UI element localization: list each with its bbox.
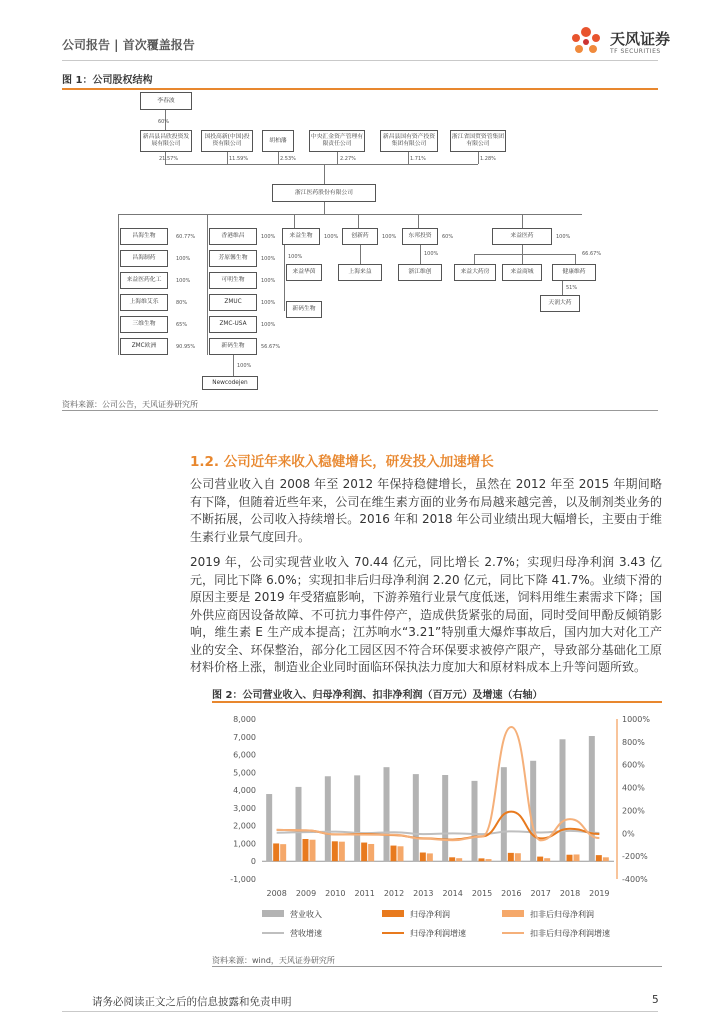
y-left-tick-label: 4,000 (233, 786, 256, 796)
org-col2-item-1: 香港维昌 (209, 228, 257, 245)
figure2-bottom-rule (212, 966, 662, 967)
bar-归母净利润 (303, 839, 309, 861)
org-col2-pct-1: 100% (261, 234, 276, 240)
x-tick-label: 2012 (383, 889, 405, 898)
bar-归母净利润 (479, 858, 485, 861)
x-tick-label: 2015 (471, 889, 493, 898)
x-tick-label: 2013 (413, 889, 434, 898)
y-right-tick-label: 1000% (622, 715, 650, 724)
bar-归母净利润 (449, 857, 455, 861)
bar-扣非后归母净利润 (515, 853, 521, 861)
org-col5-child-pct: 100% (424, 251, 439, 257)
org-top-holder-pct: 60% (158, 119, 170, 125)
bar-营业收入 (266, 794, 272, 861)
bar-扣非后归母净利润 (368, 844, 374, 861)
bar-扣非后归母净利润 (486, 859, 492, 861)
org-shareholder-3-pct: 2.53% (280, 156, 296, 162)
figure2-rule (212, 701, 662, 703)
org-col2-item-2: 芳原馨生物 (209, 250, 257, 267)
y-left-tick-label: 7,000 (233, 732, 256, 742)
x-tick-label: 2016 (501, 889, 522, 898)
org-col1-pct-6: 90.95% (176, 344, 196, 350)
legend-label: 营收增速 (290, 929, 322, 938)
bar-营业收入 (530, 761, 536, 861)
org-col3-child-1: 来益华茵 (286, 264, 322, 281)
bar-归母净利润 (391, 846, 397, 862)
header-rule (62, 60, 658, 61)
legend-swatch (382, 910, 404, 917)
figure1-caption: 图 1：公司股权结构 (62, 75, 153, 86)
bar-归母净利润 (273, 843, 279, 861)
y-right-tick-label: 600% (622, 760, 645, 770)
org-col2-item-4: ZMUC (209, 294, 257, 311)
org-shareholder-6: 浙江省国贸资管集团有限公司 (450, 130, 506, 152)
bar-归母净利润 (537, 857, 543, 862)
bar-归母净利润 (361, 843, 367, 862)
y-right-tick-label: 0% (622, 829, 635, 839)
bar-营业收入 (589, 736, 595, 861)
figure2-source: 资料来源：wind，天风证券研究所 (212, 956, 335, 965)
org-shareholder-1: 新昌县昌欣投资发展有限公司 (140, 130, 192, 152)
y-right-tick-label: -400% (622, 875, 648, 884)
y-left-tick-label: 6,000 (233, 750, 256, 760)
bar-归母净利润 (420, 853, 426, 862)
bar-营业收入 (472, 781, 478, 861)
x-tick-label: 2018 (559, 889, 581, 898)
bar-扣非后归母净利润 (456, 858, 462, 861)
bar-扣非后归母净利润 (339, 842, 345, 862)
legend-label: 营业收入 (290, 910, 322, 919)
org-col1-item-1: 昌海生物 (120, 228, 168, 245)
page-number: 5 (652, 994, 659, 1006)
bar-营业收入 (442, 775, 448, 861)
legend-swatch (262, 910, 284, 917)
org-col5-child-1: 浙江维创 (398, 264, 442, 281)
bar-扣非后归母净利润 (544, 858, 550, 861)
org-col1-pct-4: 80% (176, 300, 188, 306)
company-logo (566, 22, 706, 62)
org-col1-item-5: 三维生物 (120, 316, 168, 333)
org-company: 浙江医药股份有限公司 (272, 184, 376, 202)
x-tick-label: 2010 (325, 889, 346, 898)
ownership-chart (62, 88, 658, 394)
bar-归母净利润 (508, 853, 514, 861)
org-col1-item-2: 昌海制药 (120, 250, 168, 267)
y-left-tick-label: 0 (250, 857, 256, 867)
bar-归母净利润 (596, 855, 602, 861)
org-shareholder-3: 胡柏藩 (262, 130, 294, 152)
bar-营业收入 (296, 787, 302, 861)
footer-disclaimer: 请务必阅读正文之后的信息披露和免责申明 (92, 996, 292, 1008)
org-col3-parent: 来益生物 (282, 228, 320, 245)
org-col6-child-2: 来益商城 (502, 264, 542, 281)
org-col2-sub: Newcodejen (202, 376, 258, 390)
x-tick-label: 2009 (295, 889, 317, 898)
legend-label: 归母净利润 (410, 910, 450, 919)
org-col6-pct: 100% (556, 234, 571, 240)
org-col1-item-3: 来益医药化工 (120, 272, 168, 289)
y-left-tick-label: 3,000 (233, 803, 256, 813)
org-col1-pct-5: 65% (176, 322, 188, 328)
y-left-tick-label: -1,000 (230, 875, 256, 884)
org-col3-pct: 100% (324, 234, 339, 240)
x-tick-label: 2008 (266, 889, 287, 898)
org-col2-pct-2: 100% (261, 256, 276, 262)
org-col4-pct: 100% (382, 234, 397, 240)
figure1-source: 资料来源：公司公告，天风证券研究所 (62, 400, 198, 409)
org-shareholder-5-pct: 1.71% (410, 156, 426, 162)
x-tick-label: 2014 (442, 889, 463, 898)
paragraph-1: 公司营业收入自 2008 年至 2012 年保持稳健增长，虽然在 2012 年至 2015 年期间略有下降，但随着近些年来，公司在维生素方面的业务布局越来越完善，以及制剂类业务的不断拓展，公司收入持续增长。2016 年和 2018 年公司业绩出现大幅增长，主要由于维生素行业景气度回升。 (190, 477, 662, 544)
y-right-tick-label: 400% (622, 783, 645, 793)
org-col1-pct-1: 60.77% (176, 234, 196, 240)
org-shareholder-6-pct: 1.28% (480, 156, 496, 162)
org-col1-pct-2: 100% (176, 256, 191, 262)
org-col4-parent: 创新药 (342, 228, 378, 245)
bar-扣非后归母净利润 (280, 844, 286, 861)
org-col2-sub-pct: 100% (237, 363, 252, 369)
logo-name: 天风证券 (610, 30, 671, 48)
revenue-profit-chart (212, 705, 662, 951)
org-col1-item-6: ZMC欧洲 (120, 338, 168, 355)
org-col2-item-6: 新码生物 (209, 338, 257, 355)
y-left-tick-label: 5,000 (233, 768, 256, 778)
y-left-tick-label: 1,000 (233, 839, 256, 849)
org-col3-child-1-pct: 100% (288, 254, 303, 260)
org-col6-child-3-pct: 66.67% (582, 251, 602, 257)
legend-label: 扣非后归母净利润增速 (530, 929, 610, 938)
bar-归母净利润 (567, 855, 573, 861)
org-col6-child-1: 来益大药房 (454, 264, 496, 281)
bar-扣非后归母净利润 (603, 857, 609, 861)
org-col4-child-1: 上海来益 (338, 264, 382, 281)
org-col2-pct-6: 56.67% (261, 344, 281, 350)
bar-营业收入 (384, 767, 390, 861)
y-right-tick-label: -200% (622, 852, 648, 862)
org-col6-grandchild: 天润大药 (540, 295, 580, 312)
logo-sub: TF SECURITIES (610, 48, 661, 55)
org-col2-item-3: 可明生物 (209, 272, 257, 289)
legend-swatch (502, 910, 524, 917)
bar-营业收入 (560, 739, 566, 861)
org-shareholder-4-pct: 2.27% (340, 156, 356, 162)
paragraph-2: 2019 年，公司实现营业收入 70.44 亿元，同比增长 2.7%；实现归母净利润 3.43 亿元，同比下降 6.0%；实现扣非后归母净利润 2.20 亿元，同比下降 41.7%。业绩下滑的原因主要是 2019 年受猪瘟影响，下游养殖行业景气度低迷，饲料用维生素需求下降；国外供应商因设备故障、不可抗力事件停产，造成供货紧张的局面，同时受间甲酚反倾销影响，维生素 E 生产成本提高；江苏响水“3.21”特别重大爆炸事故后，国内加大对化工产业的安全、环保整治，部分化工园区因不符合环保要求被停产限产，导致部分基础化工原材料价格上涨，制造业企业同时面临环保执法力度加大和原材料成本上升等问题所致。 (190, 555, 662, 674)
org-col2-pct-3: 100% (261, 278, 276, 284)
org-col6-parent: 来益医药 (492, 228, 552, 245)
logo-petals-icon (566, 22, 606, 62)
org-shareholder-2: 国投高新(中国)投资有限公司 (201, 130, 253, 152)
y-right-tick-label: 200% (622, 806, 645, 816)
org-col3-child-2: 新码生物 (286, 301, 322, 318)
legend-label: 扣非后归母净利润 (530, 910, 594, 919)
bar-扣非后归母净利润 (427, 853, 433, 861)
bar-扣非后归母净利润 (574, 854, 580, 861)
figure1-bottom-rule (62, 410, 658, 411)
org-col1-item-4: 上海维艾乐 (120, 294, 168, 311)
org-top-holder: 李春波 (140, 92, 192, 110)
org-col1-pct-3: 100% (176, 278, 191, 284)
y-left-tick-label: 2,000 (233, 821, 256, 831)
x-tick-label: 2011 (354, 889, 375, 898)
bar-营业收入 (325, 776, 331, 861)
org-col5-pct: 60% (442, 234, 454, 240)
section-title: 1.2. 公司近年来收入稳健增长，研发投入加速增长 (190, 454, 494, 470)
org-col2-pct-4: 100% (261, 300, 276, 306)
org-shareholder-4: 中央汇金资产管理有限责任公司 (309, 130, 365, 152)
org-col2-item-5: ZMC-USA (209, 316, 257, 333)
org-col2-pct-5: 100% (261, 322, 276, 328)
org-col5-parent: 东邦投资 (402, 228, 438, 245)
org-shareholder-2-pct: 11.59% (229, 156, 249, 162)
footer-rule (62, 1011, 658, 1012)
bar-扣非后归母净利润 (398, 846, 404, 861)
legend-label: 归母净利润增速 (410, 929, 466, 938)
bar-营业收入 (413, 774, 419, 861)
x-tick-label: 2017 (530, 889, 551, 898)
y-right-tick-label: 800% (622, 737, 645, 747)
org-shareholder-5: 新昌县国有资产投资集团有限公司 (380, 130, 438, 152)
org-col6-grandchild-pct: 51% (566, 285, 578, 291)
y-left-tick-label: 8,000 (233, 715, 256, 724)
bar-营业收入 (354, 775, 360, 861)
report-header: 公司报告 | 首次覆盖报告 (62, 38, 195, 52)
org-col6-child-3: 健康维药 (552, 264, 596, 281)
figure2-caption: 图 2：公司营业收入、归母净利润、扣非净利润（百万元）及增速（右轴） (212, 690, 543, 701)
bar-扣非后归母净利润 (310, 840, 316, 862)
x-tick-label: 2019 (589, 889, 610, 898)
bar-归母净利润 (332, 841, 338, 861)
org-shareholder-1-pct: 21.57% (159, 156, 179, 162)
